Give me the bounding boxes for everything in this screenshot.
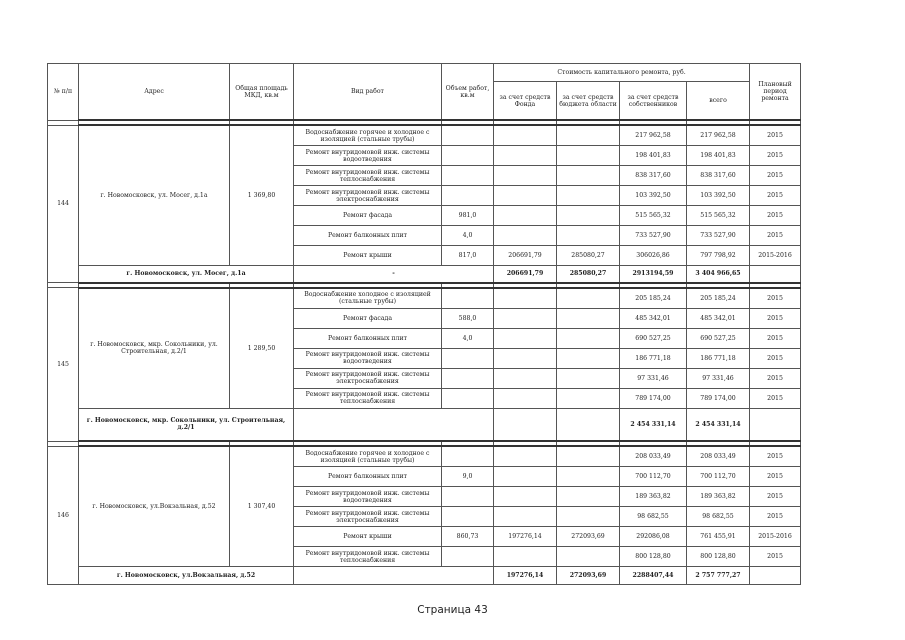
cost-fund	[494, 186, 557, 206]
cost-budget	[557, 487, 620, 507]
cost-fund	[494, 206, 557, 226]
header-cost-group: Стоимость капитального ремонта, руб.	[494, 64, 750, 82]
cost-total: 485 342,01	[687, 308, 750, 328]
total-address: г. Новомосковск, мкр. Сокольники, ул. Строительная, д.2/1	[79, 408, 294, 441]
cost-total: 189 363,82	[687, 487, 750, 507]
header-total: всего	[687, 82, 750, 121]
repair-period: 2015	[750, 328, 801, 348]
cost-owners: 306026,86	[620, 246, 687, 266]
cost-total: 515 565,32	[687, 206, 750, 226]
header-fund: за счет средств Фонда	[494, 82, 557, 121]
cost-budget	[557, 348, 620, 368]
cost-budget	[557, 125, 620, 146]
cost-budget	[557, 186, 620, 206]
row-address: г. Новомосковск, ул.Вокзальная, д.52	[79, 446, 230, 567]
work-type: Ремонт внутридомовой инж. системы электроснабжения	[294, 186, 442, 206]
repair-period: 2015	[750, 467, 801, 487]
header-volume: Объем работ, кв.м	[442, 64, 494, 121]
work-type: Водоснабжение холодное с изоляцией (стальные трубы)	[294, 288, 442, 309]
work-type: Ремонт фасада	[294, 206, 442, 226]
work-type: Ремонт внутридомовой инж. системы водоотведения	[294, 348, 442, 368]
work-volume	[442, 446, 494, 467]
total-period	[750, 408, 801, 441]
cost-owners: 789 174,00	[620, 388, 687, 408]
cost-total: 700 112,70	[687, 467, 750, 487]
work-volume	[442, 146, 494, 166]
cost-owners: 800 128,80	[620, 547, 687, 567]
cost-owners: 205 185,24	[620, 288, 687, 309]
total-work: -	[294, 266, 494, 283]
cost-owners: 733 527,90	[620, 226, 687, 246]
work-volume	[442, 487, 494, 507]
repair-period: 2015-2016	[750, 527, 801, 547]
cost-fund	[494, 446, 557, 467]
header-period: Плановый период ремонта	[750, 64, 801, 121]
work-type: Ремонт балконных плит	[294, 467, 442, 487]
cost-total: 98 682,55	[687, 507, 750, 527]
cost-budget	[557, 467, 620, 487]
total-sum: 2 757 777,27	[687, 567, 750, 585]
table-body	[48, 64, 801, 585]
header-work: Вид работ	[294, 64, 442, 121]
header-owners: за счет средств собственников	[620, 82, 687, 121]
cost-budget: 272093,69	[557, 527, 620, 547]
work-type: Ремонт внутридомовой инж. системы теплоснабжения	[294, 547, 442, 567]
row-area: 1 289,50	[230, 288, 294, 409]
repair-schedule-table	[47, 63, 801, 585]
cost-budget	[557, 368, 620, 388]
total-sum: 3 404 966,65	[687, 266, 750, 283]
work-volume	[442, 348, 494, 368]
total-budget	[557, 408, 620, 441]
cost-budget	[557, 308, 620, 328]
row-address: г. Новомосковск, мкр. Сокольники, ул. Строительная, д.2/1	[79, 288, 230, 409]
work-volume	[442, 288, 494, 309]
total-work	[294, 408, 494, 441]
work-volume	[442, 186, 494, 206]
cost-budget	[557, 446, 620, 467]
cost-fund	[494, 348, 557, 368]
work-type: Ремонт крыши	[294, 527, 442, 547]
work-type: Ремонт внутридомовой инж. системы электроснабжения	[294, 507, 442, 527]
cost-fund	[494, 166, 557, 186]
cost-fund	[494, 146, 557, 166]
cost-total: 761 455,91	[687, 527, 750, 547]
work-type: Водоснабжение горячее и холодное с изоляцией (стальные трубы)	[294, 125, 442, 146]
cost-fund	[494, 487, 557, 507]
cost-fund	[494, 368, 557, 388]
cost-owners: 186 771,18	[620, 348, 687, 368]
cost-fund	[494, 288, 557, 309]
cost-total: 205 185,24	[687, 288, 750, 309]
cost-total: 97 331,46	[687, 368, 750, 388]
repair-period: 2015	[750, 547, 801, 567]
table-row	[48, 125, 801, 146]
cost-fund	[494, 226, 557, 246]
work-volume: 9,0	[442, 467, 494, 487]
work-volume: 817,0	[442, 246, 494, 266]
repair-period: 2015	[750, 446, 801, 467]
work-volume: 588,0	[442, 308, 494, 328]
cost-owners: 700 112,70	[620, 467, 687, 487]
work-type: Ремонт балконных плит	[294, 226, 442, 246]
work-type: Ремонт балконных плит	[294, 328, 442, 348]
repair-period: 2015	[750, 308, 801, 328]
cost-budget	[557, 328, 620, 348]
cost-fund	[494, 507, 557, 527]
cost-owners: 838 317,60	[620, 166, 687, 186]
repair-period: 2015	[750, 146, 801, 166]
total-period	[750, 266, 801, 283]
row-area: 1 369,80	[230, 125, 294, 266]
total-fund	[494, 408, 557, 441]
work-volume	[442, 388, 494, 408]
work-type: Ремонт внутридомовой инж. системы теплоснабжения	[294, 388, 442, 408]
cost-total: 690 527,25	[687, 328, 750, 348]
header-budget: за счет средств бюджета области	[557, 82, 620, 121]
work-type: Ремонт внутридомовой инж. системы электроснабжения	[294, 368, 442, 388]
cost-owners: 189 363,82	[620, 487, 687, 507]
repair-period: 2015	[750, 487, 801, 507]
cost-fund	[494, 125, 557, 146]
work-type: Ремонт крыши	[294, 246, 442, 266]
cost-total: 789 174,00	[687, 388, 750, 408]
cost-total: 838 317,60	[687, 166, 750, 186]
cost-owners: 103 392,50	[620, 186, 687, 206]
cost-total: 797 798,92	[687, 246, 750, 266]
table-row	[48, 288, 801, 309]
cost-fund	[494, 388, 557, 408]
cost-budget	[557, 388, 620, 408]
repair-period: 2015	[750, 388, 801, 408]
row-address: г. Новомосковск, ул. Мосег, д.1а	[79, 125, 230, 266]
cost-budget: 285080,27	[557, 246, 620, 266]
work-volume: 4,0	[442, 328, 494, 348]
cost-total: 208 033,49	[687, 446, 750, 467]
total-address: г. Новомосковск, ул. Мосег, д.1а	[79, 266, 294, 283]
row-number: 144	[48, 125, 79, 283]
repair-period: 2015	[750, 186, 801, 206]
repair-period: 2015	[750, 166, 801, 186]
repair-period: 2015	[750, 206, 801, 226]
work-type: Ремонт внутридомовой инж. системы теплоснабжения	[294, 166, 442, 186]
cost-owners: 690 527,25	[620, 328, 687, 348]
cost-owners: 217 962,58	[620, 125, 687, 146]
total-sum: 2 454 331,14	[687, 408, 750, 441]
cost-fund	[494, 547, 557, 567]
cost-fund: 206691,79	[494, 246, 557, 266]
header-row-1	[48, 64, 801, 82]
group-total-row	[48, 266, 801, 283]
work-type: Ремонт фасада	[294, 308, 442, 328]
cost-budget	[557, 206, 620, 226]
row-number: 145	[48, 288, 79, 442]
total-fund: 206691,79	[494, 266, 557, 283]
cost-budget	[557, 146, 620, 166]
cost-fund	[494, 328, 557, 348]
cost-owners: 515 565,32	[620, 206, 687, 226]
total-fund: 197276,14	[494, 567, 557, 585]
table-row	[48, 446, 801, 467]
header-num: № п/п	[48, 64, 79, 121]
cost-owners: 198 401,83	[620, 146, 687, 166]
repair-period: 2015	[750, 348, 801, 368]
cost-owners: 98 682,55	[620, 507, 687, 527]
cost-fund	[494, 308, 557, 328]
page-footer: Страница 43	[417, 604, 488, 616]
work-type: Ремонт внутридомовой инж. системы водоотведения	[294, 146, 442, 166]
cost-fund	[494, 467, 557, 487]
total-owners: 2 454 331,14	[620, 408, 687, 441]
cost-budget	[557, 288, 620, 309]
total-owners: 2913194,59	[620, 266, 687, 283]
repair-period: 2015-2016	[750, 246, 801, 266]
total-owners: 2288407,44	[620, 567, 687, 585]
cost-owners: 97 331,46	[620, 368, 687, 388]
cost-owners: 208 033,49	[620, 446, 687, 467]
cost-budget	[557, 166, 620, 186]
repair-period: 2015	[750, 125, 801, 146]
cost-total: 103 392,50	[687, 186, 750, 206]
row-number: 146	[48, 446, 79, 585]
row-area: 1 307,40	[230, 446, 294, 567]
header-area: Общая площадь МКД, кв.м	[230, 64, 294, 121]
total-address: г. Новомосковск, ул.Вокзальная, д.52	[79, 567, 294, 585]
work-volume: 981,0	[442, 206, 494, 226]
work-volume: 860,73	[442, 527, 494, 547]
repair-period: 2015	[750, 507, 801, 527]
repair-period: 2015	[750, 288, 801, 309]
work-volume	[442, 125, 494, 146]
cost-total: 198 401,83	[687, 146, 750, 166]
repair-period: 2015	[750, 368, 801, 388]
work-volume	[442, 368, 494, 388]
cost-total: 733 527,90	[687, 226, 750, 246]
work-type: Водоснабжение горячее и холодное с изоляцией (стальные трубы)	[294, 446, 442, 467]
total-work	[294, 567, 494, 585]
group-total-row	[48, 408, 801, 441]
work-volume	[442, 547, 494, 567]
work-type: Ремонт внутридомовой инж. системы водоотведения	[294, 487, 442, 507]
repair-period: 2015	[750, 226, 801, 246]
cost-fund: 197276,14	[494, 527, 557, 547]
total-budget: 272093,69	[557, 567, 620, 585]
cost-budget	[557, 507, 620, 527]
cost-owners: 292086,08	[620, 527, 687, 547]
cost-budget	[557, 547, 620, 567]
work-volume	[442, 507, 494, 527]
cost-owners: 485 342,01	[620, 308, 687, 328]
work-volume: 4,0	[442, 226, 494, 246]
cost-total: 217 962,58	[687, 125, 750, 146]
total-period	[750, 567, 801, 585]
cost-total: 800 128,80	[687, 547, 750, 567]
cost-budget	[557, 226, 620, 246]
group-total-row	[48, 567, 801, 585]
total-budget: 285080,27	[557, 266, 620, 283]
work-volume	[442, 166, 494, 186]
cost-total: 186 771,18	[687, 348, 750, 368]
header-address: Адрес	[79, 64, 230, 121]
